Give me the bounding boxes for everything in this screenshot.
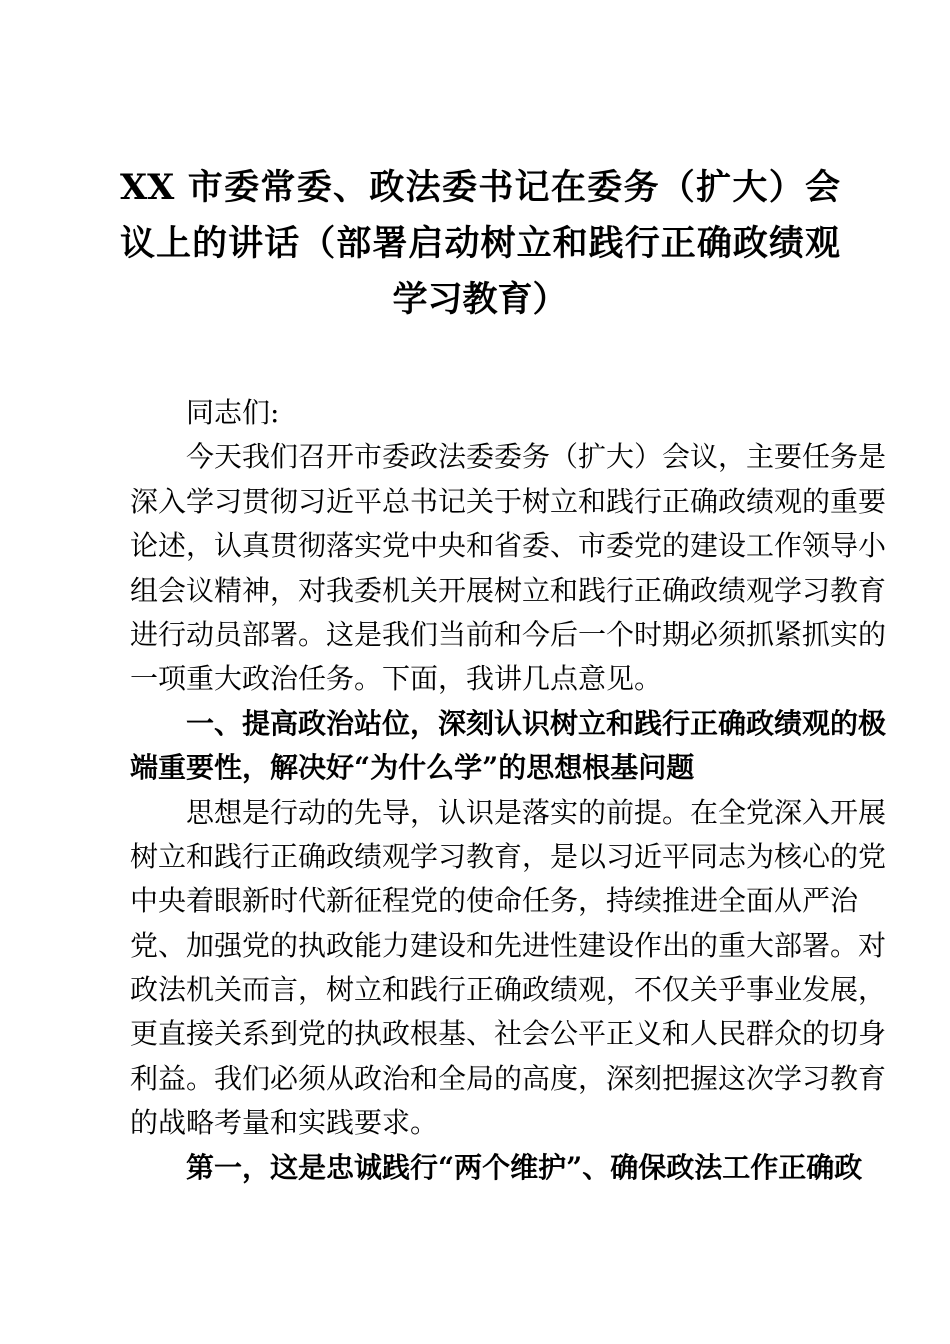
paragraph-section-1 <box>130 791 887 1146</box>
title-line: 议上的讲话（部署启动树立和践行正确政绩观 <box>120 223 840 264</box>
text-line: 论述，认真贯彻落实党中央和省委、市委党的建设工作领导小 <box>130 529 887 563</box>
text-line: 进行动员部署。这是我们当前和今后一个时期必须抓紧抓实的 <box>130 617 887 651</box>
text-line: 今天我们召开市委政法委委务（扩大）会议，主要任务是 <box>186 440 887 474</box>
section-heading-1 <box>130 702 887 791</box>
salutation: 同志们: <box>186 396 280 429</box>
title-line: 学习教育） <box>392 279 568 320</box>
subheading-first <box>130 1146 863 1190</box>
paragraph-intro <box>130 435 887 701</box>
text-line: 更直接关系到党的执政根基、社会公平正义和人民群众的切身 <box>130 1017 887 1051</box>
text-line: 中央着眼新时代新征程党的使命任务，持续推进全面从严治 <box>130 884 859 918</box>
text-line: 的战略考量和实践要求。 <box>130 1106 439 1140</box>
heading-line: 一、提高政治站位，深刻认识树立和践行正确政绩观的极 <box>186 706 887 740</box>
text-line: 利益。我们必须从政治和全局的高度，深刻把握这次学习教育 <box>130 1061 887 1095</box>
document-body <box>130 391 887 1190</box>
text-line: 组会议精神，对我委机关开展树立和践行正确政绩观学习教育 <box>130 573 887 607</box>
heading-line: 第一，这是忠诚践行“两个维护”、确保政法工作正确政 <box>186 1150 863 1184</box>
heading-line: 端重要性，解决好“为什么学”的思想根基问题 <box>130 751 695 785</box>
title-line: XX 市委常委、政法委书记在委务（扩大）会 <box>120 167 840 208</box>
text-line: 思想是行动的先导，认识是落实的前提。在全党深入开展 <box>186 795 887 829</box>
text-line: 党、加强党的执政能力建设和先进性建设作出的重大部署。对 <box>130 928 887 962</box>
document-title <box>120 160 840 328</box>
text-line: 深入学习贯彻习近平总书记关于树立和践行正确政绩观的重要 <box>130 484 887 518</box>
text-line: 一项重大政治任务。下面，我讲几点意见。 <box>130 662 663 696</box>
text-line: 政法机关而言，树立和践行正确政绩观，不仅关乎事业发展， <box>130 973 887 1007</box>
text-line: 树立和践行正确政绩观学习教育，是以习近平同志为核心的党 <box>130 839 887 873</box>
